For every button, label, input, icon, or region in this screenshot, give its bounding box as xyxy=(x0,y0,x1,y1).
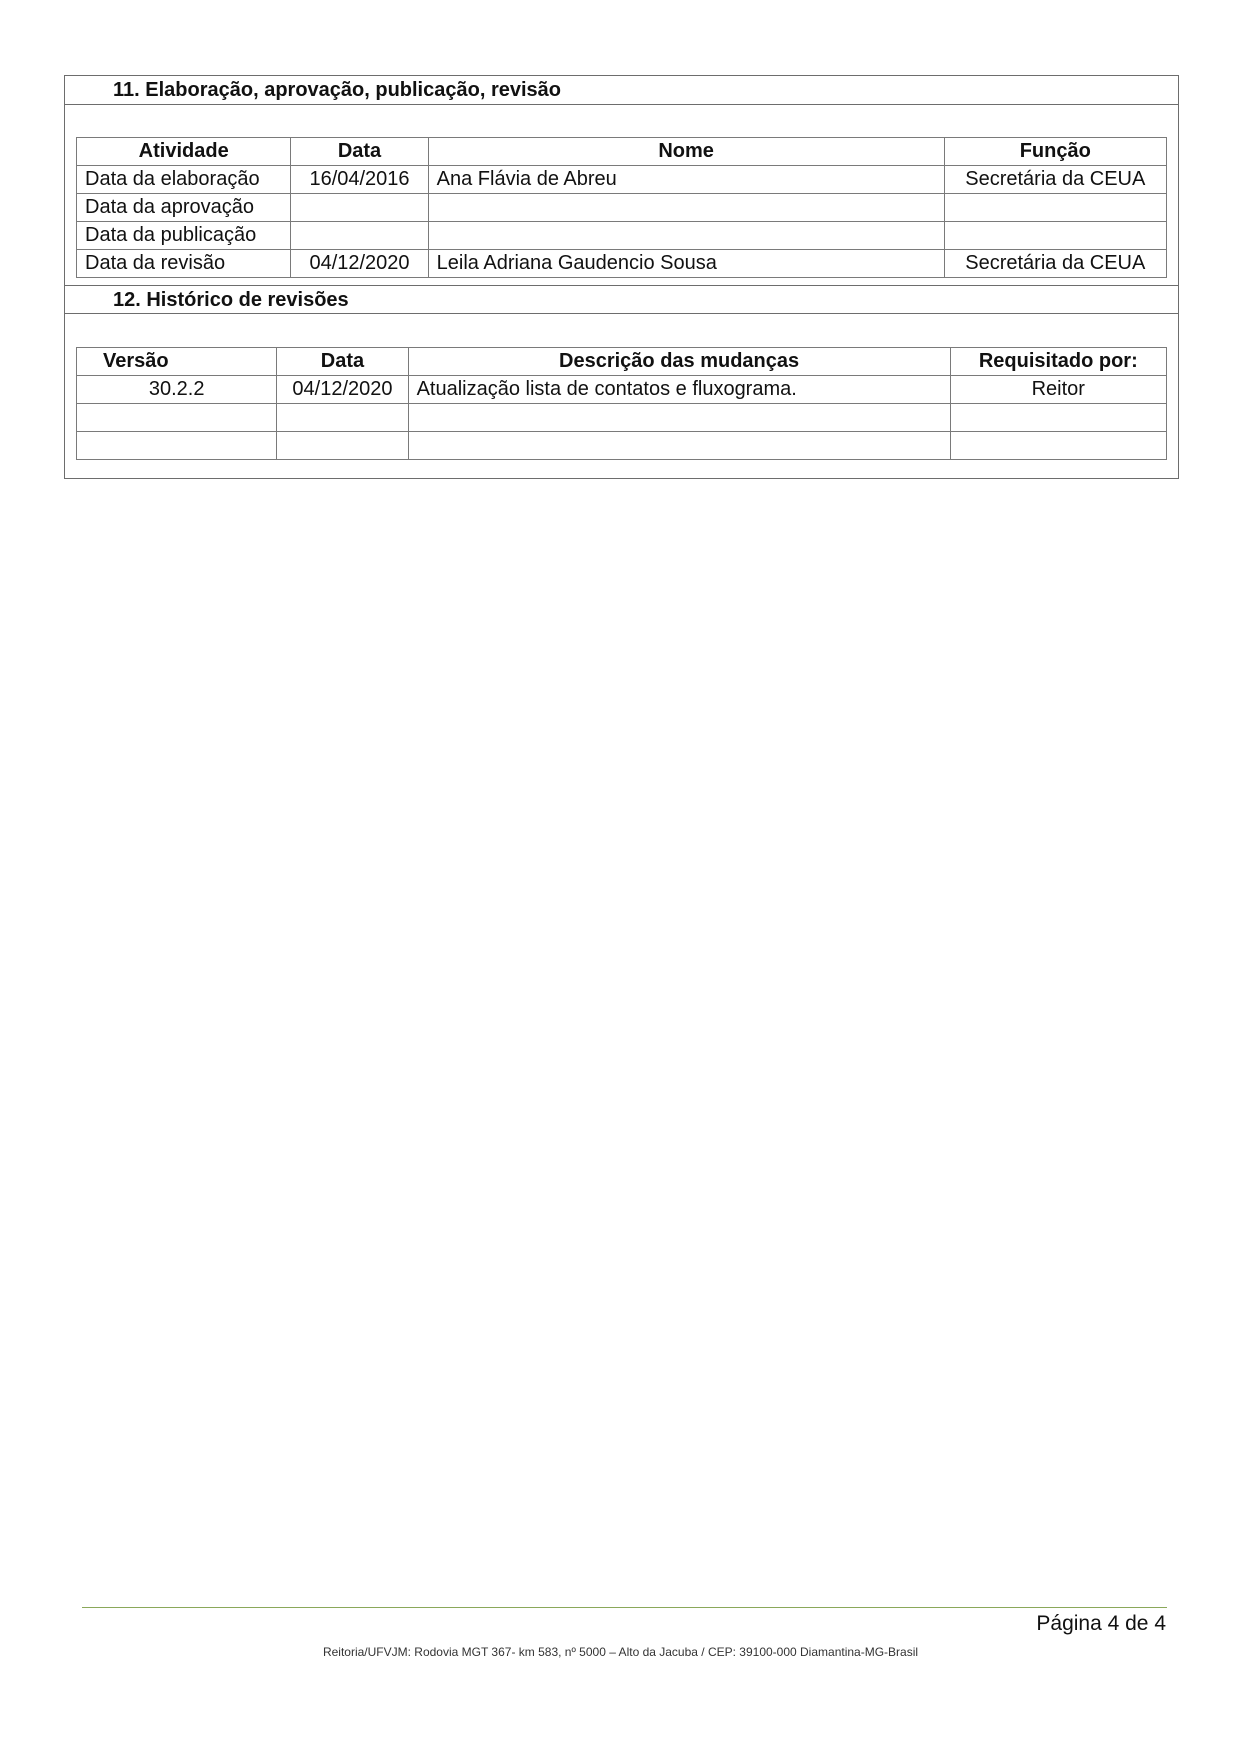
cell-atividade: Data da publicação xyxy=(77,222,291,250)
table-row xyxy=(77,194,1167,222)
cell-versao xyxy=(77,404,277,432)
footer-address: Reitoria/UFVJM: Rodovia MGT 367- km 583, nº 5000 – Alto da Jacuba / CEP: 39100-000 Diamantina-MG-Brasil xyxy=(322,1645,919,1659)
cell-requisitado xyxy=(950,404,1166,432)
cell-nome xyxy=(428,194,944,222)
header-atividade: Atividade xyxy=(77,138,291,166)
cell-data xyxy=(291,222,428,250)
header-versao: Versão xyxy=(77,348,277,376)
cell-requisitado xyxy=(950,432,1166,460)
header-nome: Nome xyxy=(428,138,944,166)
cell-data xyxy=(277,432,408,460)
cell-descricao xyxy=(408,404,950,432)
approval-table xyxy=(76,137,1167,278)
section-11-title: 11. Elaboração, aprovação, publicação, revisão xyxy=(65,76,1178,105)
cell-data xyxy=(277,404,408,432)
section-12-title: 12. Histórico de revisões xyxy=(65,285,1178,314)
header-data: Data xyxy=(291,138,428,166)
cell-data: 04/12/2020 xyxy=(291,250,428,278)
table-header-row xyxy=(77,138,1167,166)
header-descricao: Descrição das mudanças xyxy=(408,348,950,376)
cell-descricao: Atualização lista de contatos e fluxograma. xyxy=(408,376,950,404)
table-row xyxy=(77,166,1167,194)
cell-atividade: Data da aprovação xyxy=(77,194,291,222)
header-data: Data xyxy=(277,348,408,376)
table-row xyxy=(77,222,1167,250)
cell-descricao xyxy=(408,432,950,460)
header-funcao: Função xyxy=(944,138,1166,166)
cell-nome: Leila Adriana Gaudencio Sousa xyxy=(428,250,944,278)
cell-requisitado: Reitor xyxy=(950,376,1166,404)
table-header-row xyxy=(77,348,1167,376)
footer-divider xyxy=(82,1607,1167,1608)
page-number: Página 4 de 4 xyxy=(1036,1612,1166,1635)
document-frame xyxy=(64,75,1179,479)
cell-data: 16/04/2016 xyxy=(291,166,428,194)
cell-data: 04/12/2020 xyxy=(277,376,408,404)
cell-atividade: Data da elaboração xyxy=(77,166,291,194)
revision-history-table xyxy=(76,347,1167,460)
cell-funcao xyxy=(944,222,1166,250)
cell-nome: Ana Flávia de Abreu xyxy=(428,166,944,194)
cell-funcao: Secretária da CEUA xyxy=(944,250,1166,278)
cell-versao: 30.2.2 xyxy=(77,376,277,404)
cell-data xyxy=(291,194,428,222)
cell-nome xyxy=(428,222,944,250)
cell-funcao: Secretária da CEUA xyxy=(944,166,1166,194)
header-requisitado: Requisitado por: xyxy=(950,348,1166,376)
cell-atividade: Data da revisão xyxy=(77,250,291,278)
table-row xyxy=(77,404,1167,432)
table-row xyxy=(77,432,1167,460)
cell-funcao xyxy=(944,194,1166,222)
table-row xyxy=(77,250,1167,278)
cell-versao xyxy=(77,432,277,460)
table-row xyxy=(77,376,1167,404)
